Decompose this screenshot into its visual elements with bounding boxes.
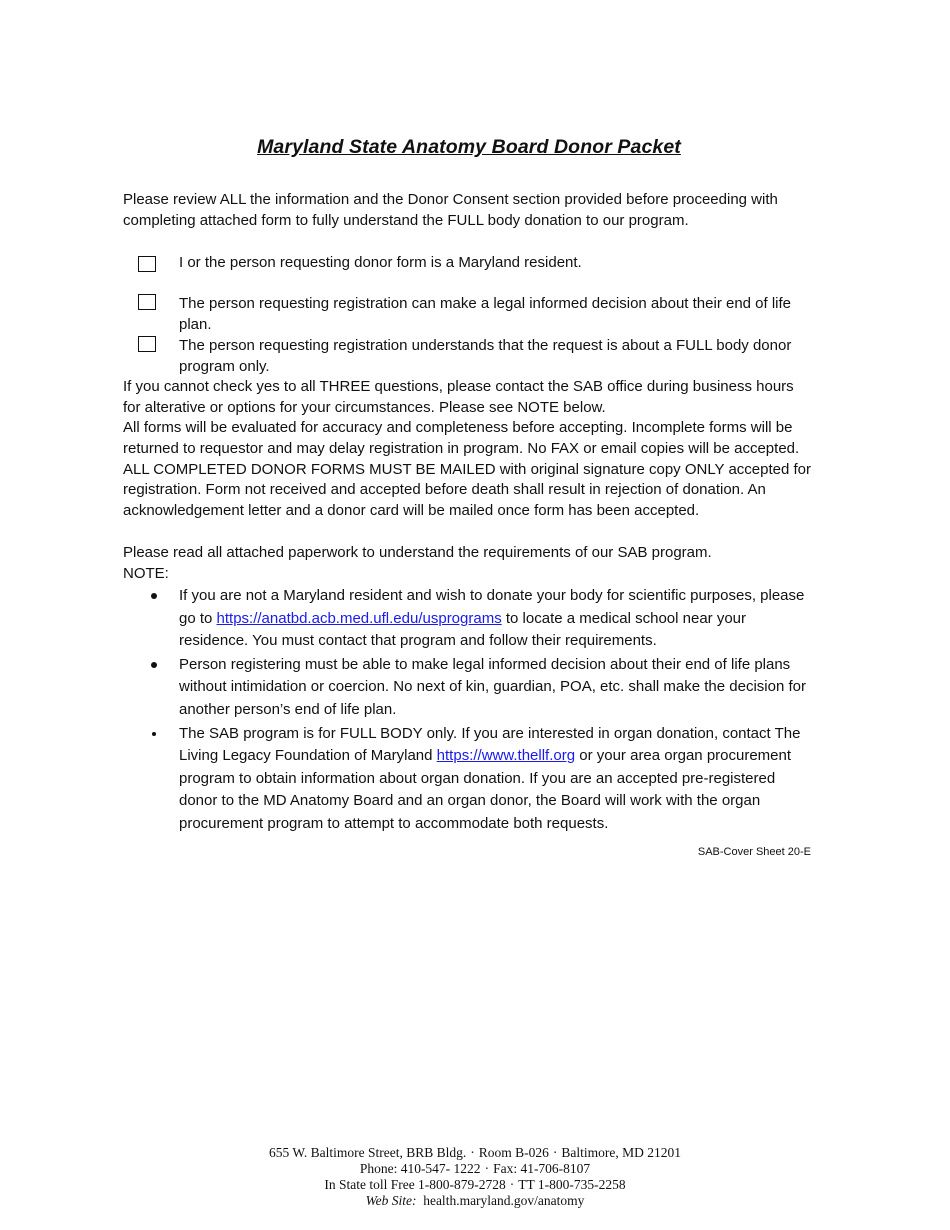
usprograms-link[interactable]: https://anatbd.acb.med.ufl.edu/usprograms (216, 609, 502, 627)
tt-number: TT 1-800-735-2258 (518, 1177, 626, 1192)
bullet-icon (151, 593, 157, 599)
address-street: 655 W. Baltimore Street, BRB Bldg. (268, 1145, 467, 1160)
note-item-organ-donation (123, 723, 815, 836)
notes-list (123, 585, 815, 837)
intro-paragraph: Please review ALL the information and the Donor Consent section provided before proceeding with completing attached form to fully understand the FULL body donation to our program. (123, 191, 778, 229)
form-code: SAB-Cover Sheet 20-E (697, 846, 811, 858)
thellf-link[interactable]: https://www.thellf.org (436, 747, 576, 765)
separator-dot: · (484, 1161, 490, 1176)
address-city: Baltimore, MD 21201 (561, 1145, 682, 1160)
full-body-checkbox[interactable] (138, 336, 156, 352)
footer-tollfree-line (0, 1177, 950, 1193)
footer-address (0, 1145, 950, 1161)
footer-website-line (0, 1193, 950, 1209)
note-text: If you are not a Maryland resident and wish to donate your body for scientific purposes, please go to (179, 587, 805, 627)
phone-number: Phone: 410-547- 1222 (359, 1161, 481, 1176)
note-text: The SAB program is for FULL BODY only. If you are interested in organ donation, contact The Living Legacy Foundation of Maryland (179, 724, 801, 765)
legal-decision-checkbox[interactable] (138, 294, 156, 310)
website-url[interactable]: health.maryland.gov/anatomy (423, 1193, 585, 1208)
separator-dot: · (552, 1145, 558, 1160)
resident-checkbox[interactable] (138, 256, 156, 272)
tollfree-number: In State toll Free 1-800-879-2728 (324, 1177, 506, 1192)
forms-paragraph: All forms will be evaluated for accuracy and completeness before accepting. Incomplete forms will be returned to requestor and may delay registration in program. No FAX or email copies will be accepted. ALL COMPLETED DONOR FORMS MUST BE MAILED with original signature copy ONLY accepted for registration. Form not received and accepted before death shall result in rejection of donation. An acknowledgement letter and a donor card will be mailed once form has been accepted. (123, 419, 812, 520)
note-text: Person registering must be able to make legal informed decision about their end of life plans without intimidation or coercion. No next of kin, guardian, POA, etc. shall make the decision for another person’s end of life plan. (179, 655, 806, 718)
website-label: Web Site: (365, 1193, 417, 1208)
fax-number: Fax: 41-706-8107 (493, 1161, 591, 1176)
footer-phone-line (0, 1161, 950, 1177)
note-label: NOTE: (123, 565, 169, 582)
read-paragraph: Please read all attached paperwork to understand the requirements of our SAB program. (123, 544, 712, 561)
bullet-icon (151, 662, 157, 668)
checklist-label: The person requesting registration can make a legal informed decision about their end of life plan. (179, 295, 792, 333)
note-item-non-resident (123, 585, 815, 653)
note-text: to locate a medical school near your residence. You must contact that program and follow their requirements. (179, 609, 747, 650)
checklist-label: I or the person requesting donor form is a Maryland resident. (179, 254, 582, 271)
separator-dot: · (509, 1177, 515, 1192)
contact-paragraph: If you cannot check yes to all THREE questions, please contact the SAB office during business hours for alterative or options for your circumstances. Please see NOTE below. (123, 378, 794, 416)
separator-dot: · (470, 1145, 475, 1160)
note-item-legal-decision (123, 654, 815, 722)
note-text: or your area organ procurement program to obtain information about organ donation. If you are an accepted pre-registered donor to the MD Anatomy Board and an organ donor, the Board will work with the organ procurement program to attempt to accommodate both requests. (179, 747, 792, 832)
address-room: Room B-026 (478, 1145, 549, 1160)
checklist-label: The person requesting registration understands that the request is about a FULL body donor program only. (179, 337, 792, 375)
footer-contact (0, 1145, 950, 1209)
page-title: Maryland State Anatomy Board Donor Packet (257, 136, 681, 158)
bullet-icon (152, 732, 156, 736)
